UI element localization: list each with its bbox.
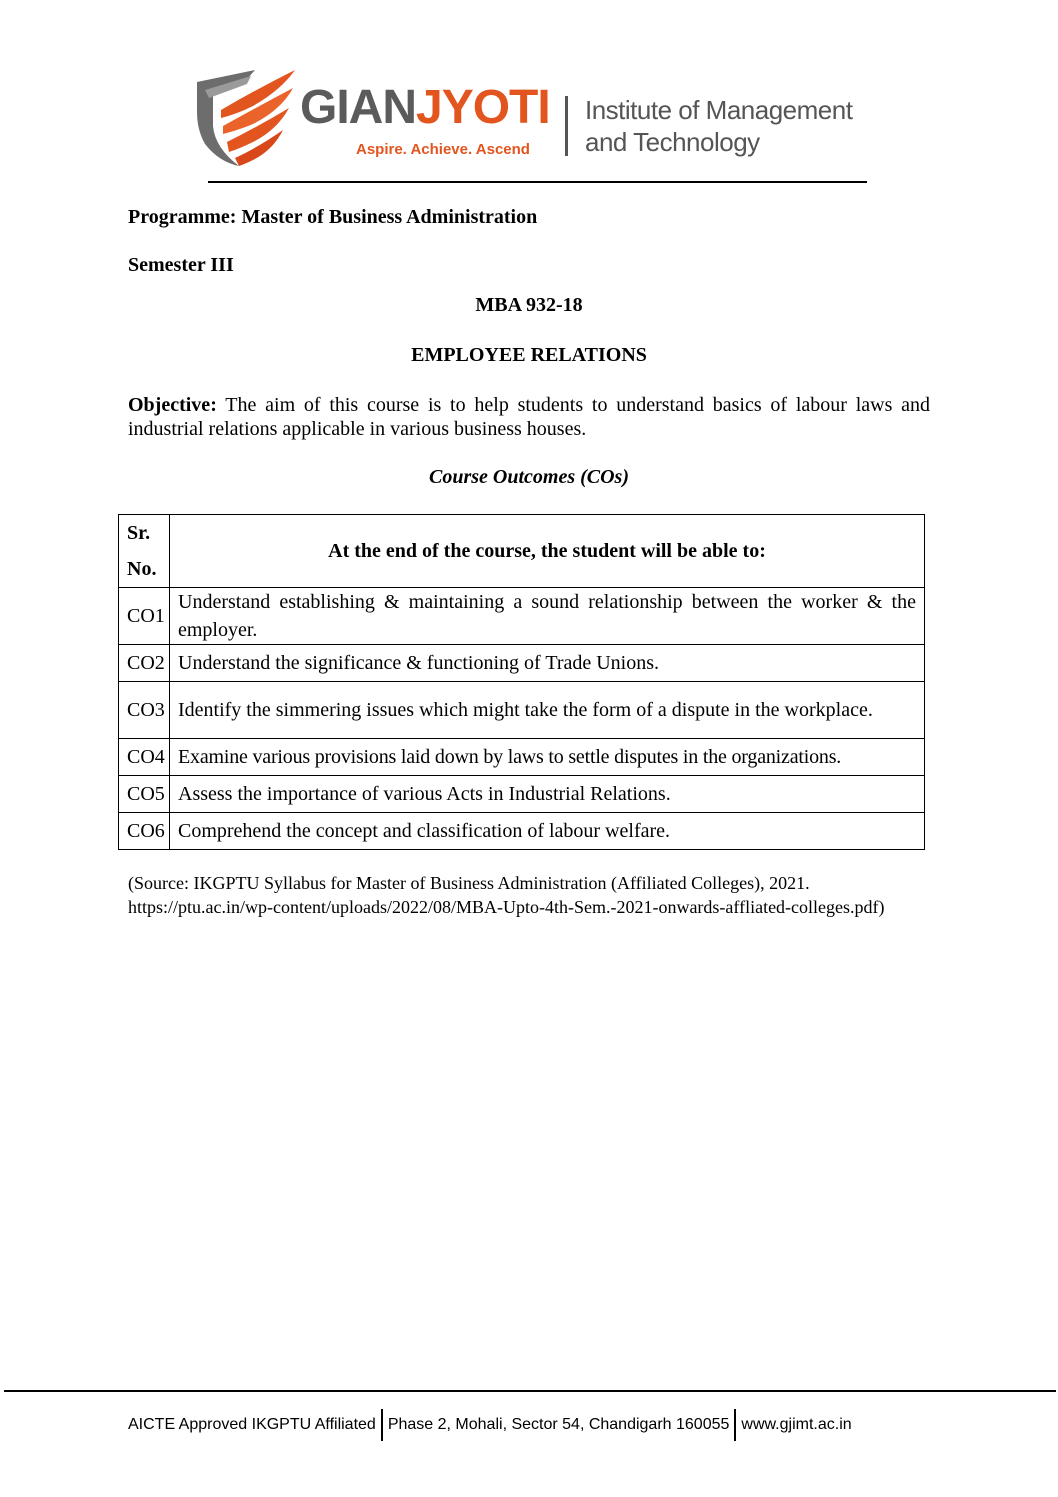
source-citation xyxy=(128,871,930,919)
co-id: CO1 xyxy=(119,588,170,645)
header-no: No. xyxy=(127,558,157,580)
co-text: Examine various provisions laid down by laws to settle disputes in the organizations. xyxy=(170,739,925,776)
objective-text: The aim of this course is to help students to understand basics of labour laws and industrial relations applicable in various business houses. xyxy=(128,394,930,440)
course-outcomes-table xyxy=(118,514,925,850)
co-text: Comprehend the concept and classification of labour welfare. xyxy=(170,813,925,850)
shield-logo-icon xyxy=(195,66,295,176)
header-divider xyxy=(565,96,568,156)
objective-paragraph xyxy=(128,393,930,441)
footer-separator xyxy=(381,1409,383,1441)
footer-rule xyxy=(4,1390,1056,1392)
table-row xyxy=(119,588,925,645)
course-title: EMPLOYEE RELATIONS xyxy=(411,344,647,366)
institute-line-2: and Technology xyxy=(585,127,760,157)
brand-name xyxy=(300,81,550,134)
source-text: (Source: IKGPTU Syllabus for Master of Business Administration (Affiliated Colleges), 2021. xyxy=(128,873,810,893)
co-id: CO5 xyxy=(119,776,170,813)
course-outcomes-title: Course Outcomes (COs) xyxy=(428,466,629,488)
footer-address: Phase 2, Mohali, Sector 54, Chandigarh 160055 xyxy=(387,1416,730,1433)
table-row xyxy=(119,682,925,739)
co-text: Identify the simmering issues which might take the form of a dispute in the workplace. xyxy=(170,682,925,739)
co-id: CO4 xyxy=(119,739,170,776)
co-text: Assess the importance of various Acts in Industrial Relations. xyxy=(170,776,925,813)
co-id: CO2 xyxy=(119,645,170,682)
brand-jyoti: JYOTI xyxy=(416,81,550,134)
header-sr: Sr. xyxy=(127,522,151,544)
co-id: CO6 xyxy=(119,813,170,850)
table-row xyxy=(119,739,925,776)
footer-website[interactable]: www.gjimt.ac.in xyxy=(741,1416,852,1433)
co-id: CO3 xyxy=(119,682,170,739)
footer-approval: AICTE Approved IKGPTU Affiliated xyxy=(128,1416,376,1433)
header-rule xyxy=(208,181,867,183)
objective-label: Objective: xyxy=(128,394,217,416)
table-row xyxy=(119,645,925,682)
page-footer xyxy=(128,1407,852,1443)
footer-separator xyxy=(734,1409,736,1441)
source-url[interactable]: https://ptu.ac.in/wp-content/uploads/2022/08/MBA-Upto-4th-Sem.-2021-onwards-affliated-colleges.pdf) xyxy=(128,897,885,917)
institute-line-1: Institute of Management xyxy=(585,95,853,125)
header-outcome: At the end of the course, the student will be able to: xyxy=(170,515,925,588)
co-text: Understand the significance & functioning of Trade Unions. xyxy=(170,645,925,682)
letterhead xyxy=(0,0,1058,190)
brand-gian: GIAN xyxy=(300,81,416,134)
semester-line: Semester III xyxy=(128,254,234,276)
brand-tagline: Aspire. Achieve. Ascend xyxy=(356,141,530,158)
table-row xyxy=(119,776,925,813)
header-sr-no xyxy=(119,515,170,588)
course-code: MBA 932-18 xyxy=(475,294,583,316)
programme-line: Programme: Master of Business Administration xyxy=(128,206,538,228)
table-row xyxy=(119,813,925,850)
co-text: Understand establishing & maintaining a sound relationship between the worker & the employer. xyxy=(170,588,925,645)
table-header-row xyxy=(119,515,925,588)
institute-name xyxy=(585,94,852,158)
